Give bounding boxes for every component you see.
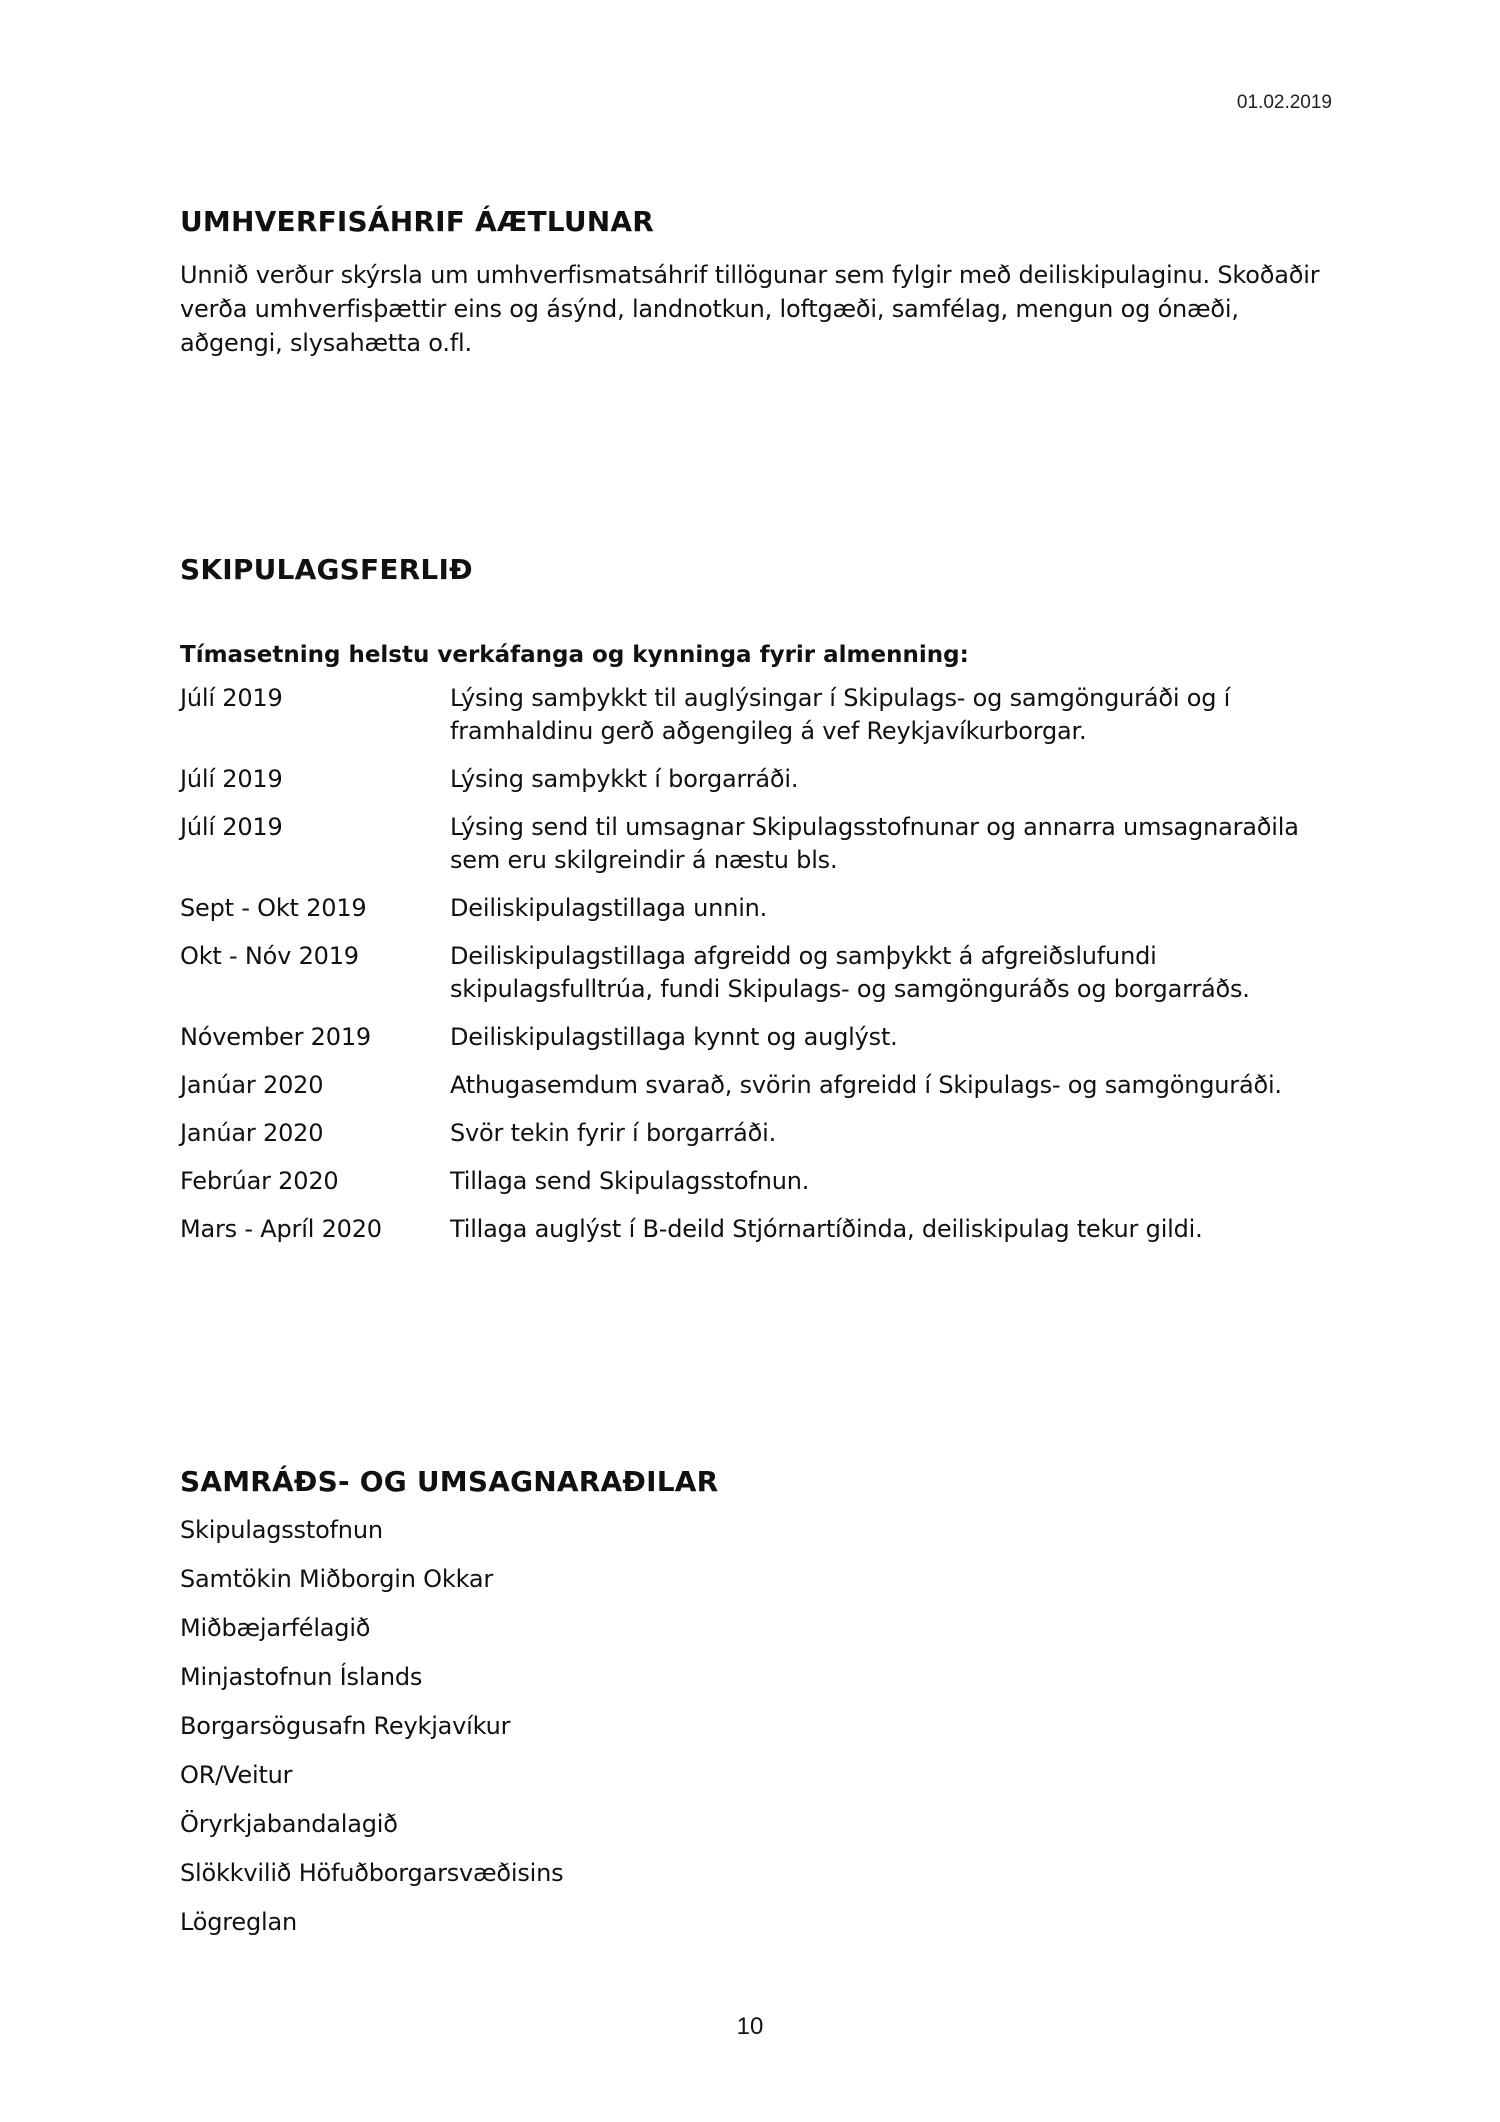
list-item: Lögreglan	[180, 1908, 297, 1936]
timeline-text: Athugasemdum svarað, svörin afgreidd í Skipulags- og samgönguráði.	[450, 1071, 1282, 1099]
list-item: Öryrkjabandalagið	[180, 1810, 398, 1838]
timeline-date: Sept - Okt 2019	[180, 894, 367, 922]
section-title: SKIPULAGSFERLIÐ	[180, 553, 473, 586]
timeline-date: Júlí 2019	[180, 684, 283, 712]
list-item: Minjastofnun Íslands	[180, 1663, 423, 1691]
timeline-text: Deiliskipulagstillaga afgreidd og samþykkt á afgreiðslufundi skipulagsfulltrúa, fundi Skipulags- og samgönguráðs og borgarráðs.	[450, 942, 1250, 1003]
timeline-row	[180, 811, 1330, 892]
timeline-row	[180, 763, 1330, 811]
list-item: Miðbæjarfélagið	[180, 1614, 371, 1642]
timeline-date: Okt - Nóv 2019	[180, 942, 359, 970]
section-title: UMHVERFISÁHRIF ÁÆTLUNAR	[180, 205, 655, 238]
section-paragraph: Unnið verður skýrsla um umhverfismatsáhrif tillögunar sem fylgir með deiliskipulaginu. Skoðaðir verða umhverfisþættir eins og ásýnd, landnotkun, loftgæði, samfélag, mengun og ónæði, aðgengi, slysahætta o.fl.	[180, 261, 1320, 357]
header-date: 01.02.2019	[1236, 92, 1332, 113]
page-number: 10	[736, 2013, 764, 2040]
section-consultation-parties	[180, 1465, 1330, 1947]
timeline-date: Nóvember 2019	[180, 1023, 371, 1051]
list-item: OR/Veitur	[180, 1761, 293, 1789]
section-environmental-impact	[180, 205, 1330, 360]
timeline-text: Tillaga send Skipulagsstofnun.	[450, 1167, 810, 1195]
timeline-date: Júlí 2019	[180, 765, 283, 793]
timeline-row	[180, 1165, 1330, 1213]
timeline-date: Júlí 2019	[180, 813, 283, 841]
timeline-text: Lýsing samþykkt í borgarráði.	[450, 765, 799, 793]
list-item: Borgarsögusafn Reykjavíkur	[180, 1712, 511, 1740]
timeline-text: Lýsing samþykkt til auglýsingar í Skipulags- og samgönguráði og í framhaldinu gerð aðgengileg á vef Reykjavíkurborgar.	[450, 684, 1231, 745]
timeline-text: Deiliskipulagstillaga unnin.	[450, 894, 768, 922]
timeline-row	[180, 1213, 1330, 1261]
timeline-table	[180, 682, 1330, 1261]
list-item: Samtökin Miðborgin Okkar	[180, 1565, 494, 1593]
timeline-text: Tillaga auglýst í B-deild Stjórnartíðinda, deiliskipulag tekur gildi.	[450, 1215, 1203, 1243]
timeline-row	[180, 1117, 1330, 1165]
timeline-date: Mars - Apríl 2020	[180, 1215, 382, 1243]
timeline-row	[180, 1021, 1330, 1069]
timeline-text: Deiliskipulagstillaga kynnt og auglýst.	[450, 1023, 898, 1051]
timeline-text: Lýsing send til umsagnar Skipulagsstofnunar og annarra umsagnaraðila sem eru skilgreindir á næstu bls.	[450, 813, 1299, 874]
section-planning-process	[180, 553, 1330, 1261]
list-item: Skipulagsstofnun	[180, 1516, 383, 1544]
timeline-row	[180, 892, 1330, 940]
timeline-date: Janúar 2020	[180, 1119, 324, 1147]
section-title: SAMRÁÐS- OG UMSAGNARAÐILAR	[180, 1465, 719, 1498]
timeline-subheading: Tímasetning helstu verkáfanga og kynninga fyrir almenning:	[180, 642, 969, 668]
timeline-date: Janúar 2020	[180, 1071, 324, 1099]
timeline-date: Febrúar 2020	[180, 1167, 339, 1195]
timeline-row	[180, 682, 1330, 763]
list-item: Slökkvilið Höfuðborgarsvæðisins	[180, 1859, 564, 1887]
timeline-row	[180, 1069, 1330, 1117]
consultation-list	[180, 1506, 1330, 1947]
timeline-text: Svör tekin fyrir í borgarráði.	[450, 1119, 777, 1147]
timeline-row	[180, 940, 1330, 1021]
